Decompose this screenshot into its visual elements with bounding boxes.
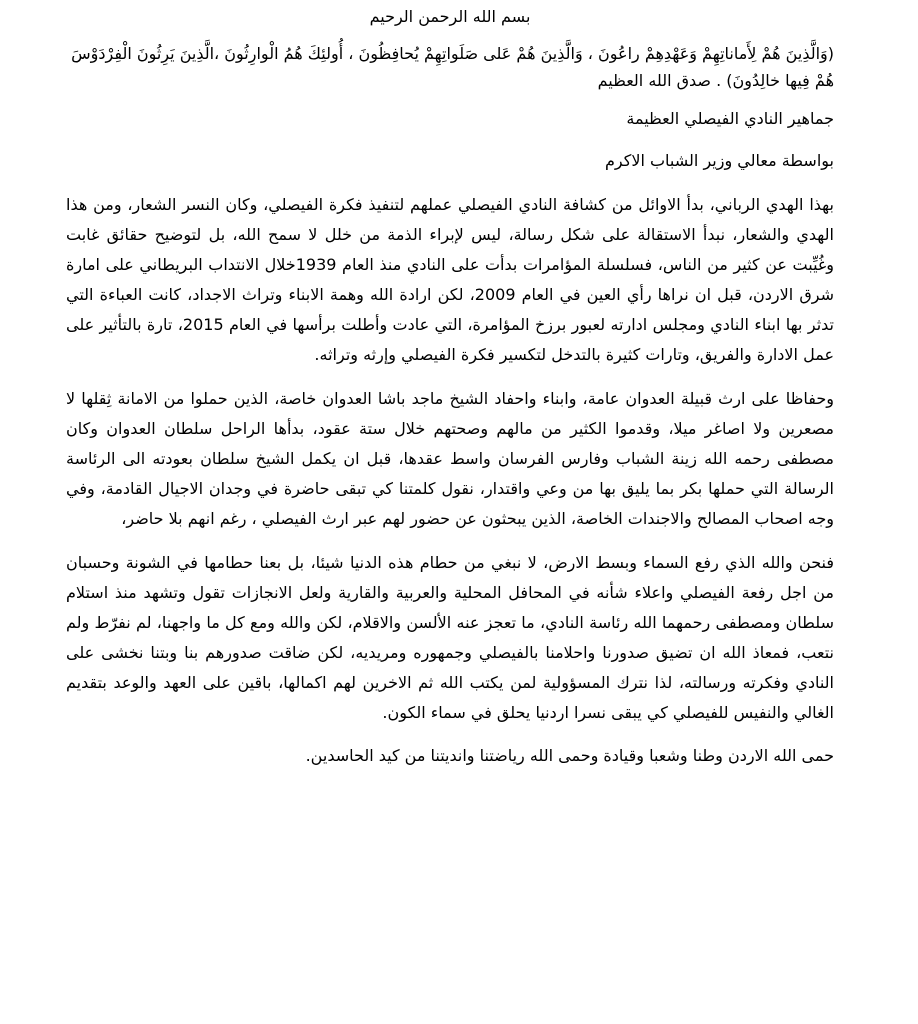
paragraph-history: بهذا الهدي الرباني، بدأ الاوائل من كشافة النادي الفيصلي عملهم لتنفيذ فكرة الفيصلي، وكان النسر الشعار، ومن هذا الهدي والشعار، نبدأ الاستقالة على شكل رسالة، ليس لإبراء الذمة من خلل لا سمح الله، بل لتوضيح حقائق غابت وغُيِّبت عن كثير من الناس، فسلسلة المؤامرات بدأت على النادي منذ العام 1939خلال الانتداب البريطاني على امارة شرق الاردن، قبل ان نراها رأي العين في العام 2009، لكن ارادة الله وهمة الابناء وتراث الاجداد، كانت العباءة التي تدثر بها ابناء النادي ومجلس ادارته لعبور برزخ المؤامرة، التي عادت وأطلت برأسها في العام 2015، تارة بالتأثير على عمل الادارة والفريق، وتارات كثيرة بالتدخل لتكسير فكرة الفيصلي وإرثه وتراثه. [66,195,835,364]
closing-prayer: حمى الله الاردن وطنا وشعبا وقيادة وحمى الله رياضتنا وانديتنا من كيد الحاسدين. [305,746,834,765]
salutation-line: جماهير النادي الفيصلي العظيمة [626,109,834,128]
addressee-line: بواسطة معالي وزير الشباب الاكرم [604,151,834,170]
paragraph-resignation: فنحن والله الذي رفع السماء وبسط الارض، لا نبغي من حطام هذه الدنيا شيئا، بل بعنا حطامها في الشونة وحسبان من اجل رفعة الفيصلي واعلاء شأنه في المحافل المحلية والعربية والقارية ولعل الانجازات تقول وتشهد منذ استلام سلطان ومصطفى رحمهما الله رئاسة النادي، ما تعجز عنه الألسن والاقلام، لكن والله ومع كل ما واجهنا، لم نفرّط ولم نتعب، فمعاذ الله ان تضيق صدورنا واحلامنا بالفيصلي وجمهوره ومريديه، لكن ضاقت صدورهم بنا وبتنا نخشى على النادي وفكرته ورسالته، لذا نترك المسؤولية لمن يكتب الله ثم الاخرين لهم اكمالها، باقين على العهد والوعد بتقديم الغالي والنفيس للفيصلي كي يبقى نسرا اردنيا يحلق في سماء الكون. [66,553,834,722]
basmala-line: بسم الله الرحمن الرحيم [369,7,531,26]
paragraph-legacy: وحفاظا على ارث قبيلة العدوان عامة، وابناء واحفاد الشيخ ماجد باشا العدوان خاصة، الذين حملوا من الامانة ثِقلها لا مصعرين ولا اصاغر ميلا، وقدموا الكثير من مالهم وصحتهم خلال ستة عقود، بدأها الراحل سلطان العدوان وكان مصطفى رحمه الله زينة الشباب وفارس الفرسان واسط عقدها، قبل ان يكمل الشيخ سلطان بعودته الى الرئاسة الرسالة التي حملها بكر بما يليق بها من وعي واقتدار، نقول كلمتنا كي تبقى حاضرة في وجدان الاجيال القادمة، وفي وجه اصحاب المصالح والاجندات الخاصة، الذين يبحثون عن حضور لهم عبر ارث الفيصلي ، رغم انهم بلا حاضر، [66,389,834,528]
quran-verse: (وَالَّذِينَ هُمْ لِأَماناتِهِمْ وَعَهْدِهِمْ راعُونَ ، وَالَّذِينَ هُمْ عَلى صَلَواتِهِمْ يُحافِظُونَ ، أُولئِكَ هُمُ الْوارِثُونَ ،الَّذِينَ يَرِثُونَ الْفِرْدَوْسَ هُمْ فِيها خالِدُونَ) . صدق الله العظيم [71,44,834,90]
